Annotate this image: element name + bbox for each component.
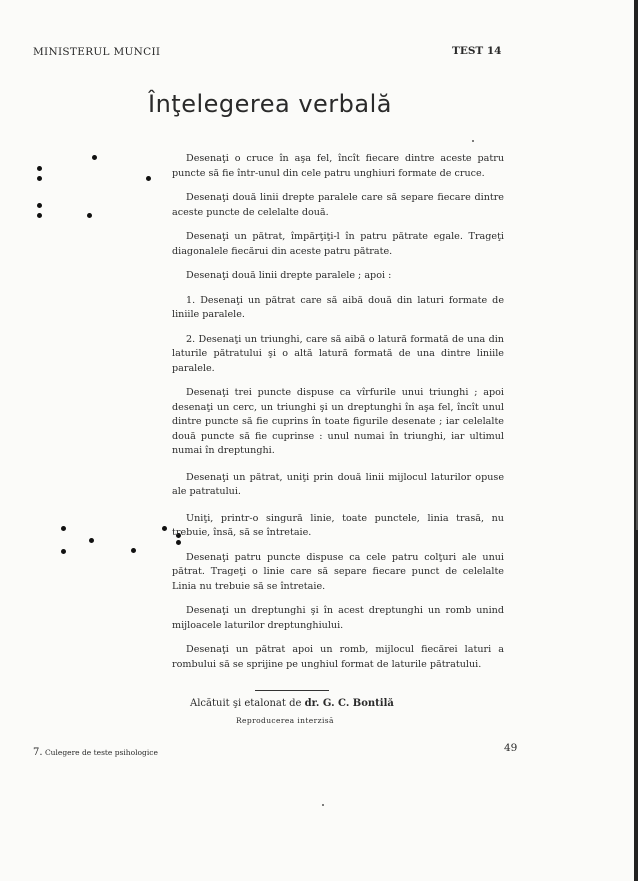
paragraph: Desenaţi un pătrat, împărţiţi-l în patru pătrate egale. Trageţi diagonalele fiecărui din aceste patru pătrate. bbox=[172, 231, 504, 257]
stimulus-dot bbox=[37, 203, 42, 208]
stimulus-dot bbox=[146, 176, 151, 181]
author-prefix: Alcătuit şi etalonat de bbox=[190, 698, 302, 709]
paragraph: Desenaţi un pătrat, uniţi prin două linii mijlocul laturilor opuse ale patratului. bbox=[172, 471, 504, 497]
stimulus-dot bbox=[89, 538, 94, 543]
stimulus-dot bbox=[61, 526, 66, 531]
page-number: 49 bbox=[504, 742, 518, 754]
stimulus-dot bbox=[131, 548, 136, 553]
test-label: TEST 14 bbox=[452, 45, 502, 57]
stimulus-dot bbox=[37, 213, 42, 218]
divider bbox=[255, 690, 329, 691]
paragraph: Desenaţi trei puncte dispuse ca vîrfurile unui triunghi ; apoi desenaţi un cerc, un triunghi şi un dreptunghi în aşa fel, încît unul dintre puncte să fie cuprins în toate figurile desenate ; iar celelalte două puncte să fie cuprinse : unul numai în triunghi, iar ultimul numai în dreptunghi. bbox=[172, 387, 504, 456]
paragraph: Desenaţi o cruce în aşa fel, încît fiecare dintre aceste patru puncte să fie într-unul din cele patru unghiuri formate de cruce. bbox=[172, 153, 504, 179]
paragraph: Desenaţi două linii drepte paralele ; apoi : bbox=[186, 270, 392, 281]
paragraph: Desenaţi un dreptunghi şi în acest dreptunghi un romb unind mijloacele laturilor dreptunghiului. bbox=[172, 605, 504, 631]
scan-speck bbox=[472, 140, 474, 142]
footer-text: Culegere de teste psihologice bbox=[44, 748, 158, 757]
paragraph: Uniţi, printr-o singură linie, toate punctele, linia trasă, nu trebuie, însă, să se întretaie. bbox=[172, 512, 504, 538]
stimulus-dot bbox=[61, 549, 66, 554]
footer-note bbox=[33, 747, 158, 758]
scan-speck bbox=[322, 804, 324, 806]
footer-number: 7. bbox=[33, 747, 43, 758]
stimulus-dot bbox=[162, 526, 167, 531]
ministry-header: MINISTERUL MUNCII bbox=[33, 46, 161, 58]
author-credit bbox=[190, 698, 394, 709]
paragraph: 1. Desenaţi un pătrat care să aibă două din laturi formate de liniile paralele. bbox=[172, 294, 504, 320]
author-name: dr. G. C. Bontilă bbox=[304, 698, 394, 709]
reproduction-notice: Reproducerea interzisă bbox=[236, 716, 334, 725]
instructions bbox=[172, 152, 504, 682]
paragraph: 2. Desenaţi un triunghi, care să aibă o latură formată de una din laturile pătratului şi o altă latură formată de una dintre liniile paralele. bbox=[172, 333, 504, 374]
paragraph: Desenaţi două linii drepte paralele care să separe fiecare dintre aceste puncte de celelalte două. bbox=[172, 192, 504, 218]
stimulus-dot bbox=[37, 176, 42, 181]
page-title: Înţelegerea verbală bbox=[148, 90, 392, 118]
paragraph: Desenaţi patru puncte dispuse ca cele patru colţuri ale unui pătrat. Trageţi o linie care să separe fiecare punct de celelalte Linia nu trebuie să se întretaie. bbox=[172, 551, 504, 592]
paragraph: Desenaţi un pătrat apoi un romb, mijlocul fiecărei laturi a rombului să se sprijine pe unghiul format de laturile pătratului. bbox=[172, 644, 504, 670]
stimulus-dot bbox=[92, 155, 97, 160]
stimulus-dot bbox=[37, 166, 42, 171]
stimulus-dot bbox=[87, 213, 92, 218]
